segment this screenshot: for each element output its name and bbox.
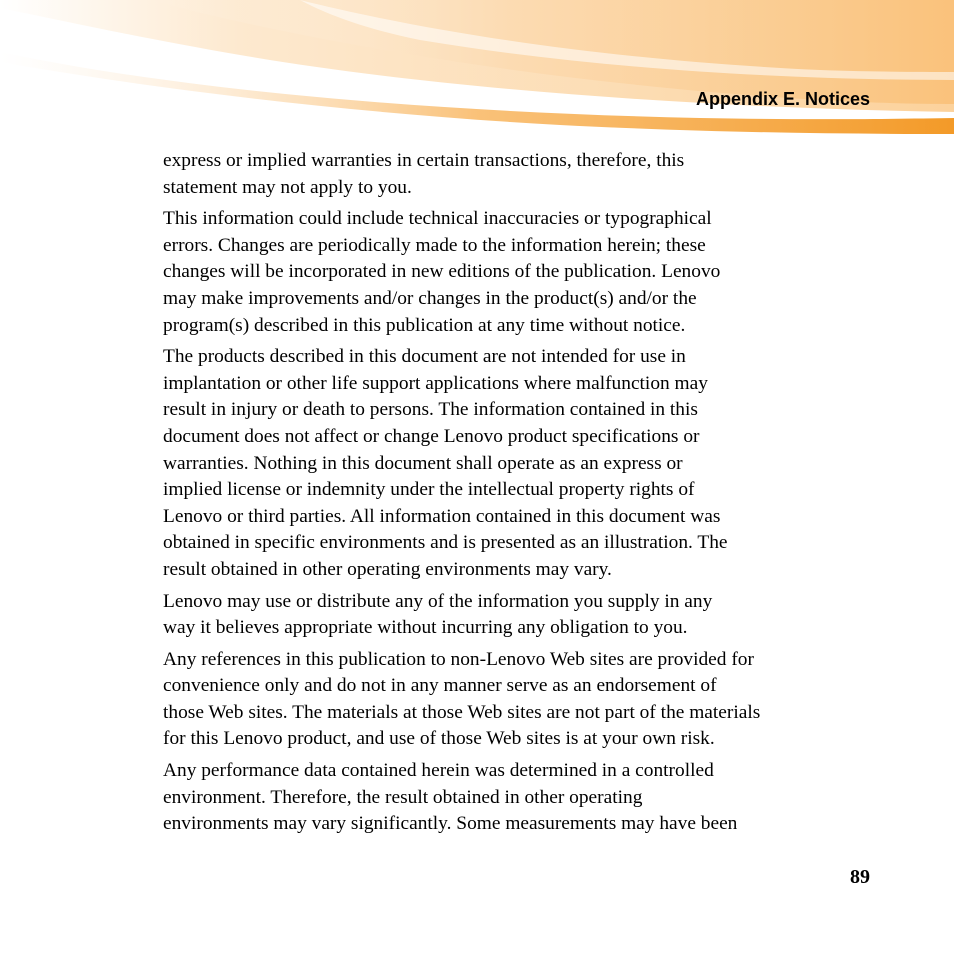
text-line: program(s) described in this publication at any time without notice. xyxy=(163,314,686,336)
section-title: Appendix E. Notices xyxy=(695,89,870,109)
text-line: document does not affect or change Lenovo product specifications or xyxy=(163,425,700,447)
text-line: express or implied warranties in certain transactions, therefore, this xyxy=(163,150,685,171)
paragraph xyxy=(163,148,875,201)
text-line: obtained in specific environments and is presented as an illustration. The xyxy=(163,532,728,554)
text-line: implied license or indemnity under the intellectual property rights of xyxy=(163,479,695,501)
paragraph xyxy=(163,758,875,838)
text-line: Any references in this publication to non-Lenovo Web sites are provided for xyxy=(163,648,754,670)
text-line: those Web sites. The materials at those Web sites are not part of the materials xyxy=(163,701,761,723)
text-line: This information could include technical inaccuracies or typographical xyxy=(163,208,712,230)
text-line: way it believes appropriate without incurring any obligation to you. xyxy=(163,617,688,639)
text-line: Lenovo may use or distribute any of the information you supply in any xyxy=(163,590,713,612)
text-line: errors. Changes are periodically made to the information herein; these xyxy=(163,234,706,256)
text-line: result obtained in other operating environments may vary. xyxy=(163,558,612,580)
text-line: Any performance data contained herein was determined in a controlled xyxy=(163,760,714,782)
text-line: Lenovo or third parties. All information contained in this document was xyxy=(163,505,721,527)
page-number: 89 xyxy=(850,866,870,888)
text-line: warranties. Nothing in this document shall operate as an express or xyxy=(163,452,683,474)
header-swoosh-graphic xyxy=(0,0,954,140)
text-line: convenience only and do not in any manner serve as an endorsement of xyxy=(163,675,717,697)
paragraph xyxy=(163,344,875,583)
paragraph xyxy=(163,589,875,642)
text-line: result in injury or death to persons. The information contained in this xyxy=(163,399,698,421)
paragraph xyxy=(163,647,875,753)
paragraph xyxy=(163,206,875,339)
text-line: statement may not apply to you. xyxy=(163,176,412,198)
text-line: for this Lenovo product, and use of those Web sites is at your own risk. xyxy=(163,728,715,750)
text-line: environment. Therefore, the result obtained in other operating xyxy=(163,786,643,808)
text-line: may make improvements and/or changes in the product(s) and/or the xyxy=(163,287,697,309)
text-line: changes will be incorporated in new editions of the publication. Lenovo xyxy=(163,261,721,283)
text-line: The products described in this document are not intended for use in xyxy=(163,346,686,368)
document-body xyxy=(163,148,875,843)
text-line: environments may vary significantly. Some measurements may have been xyxy=(163,813,738,835)
text-line: implantation or other life support applications where malfunction may xyxy=(163,372,708,394)
